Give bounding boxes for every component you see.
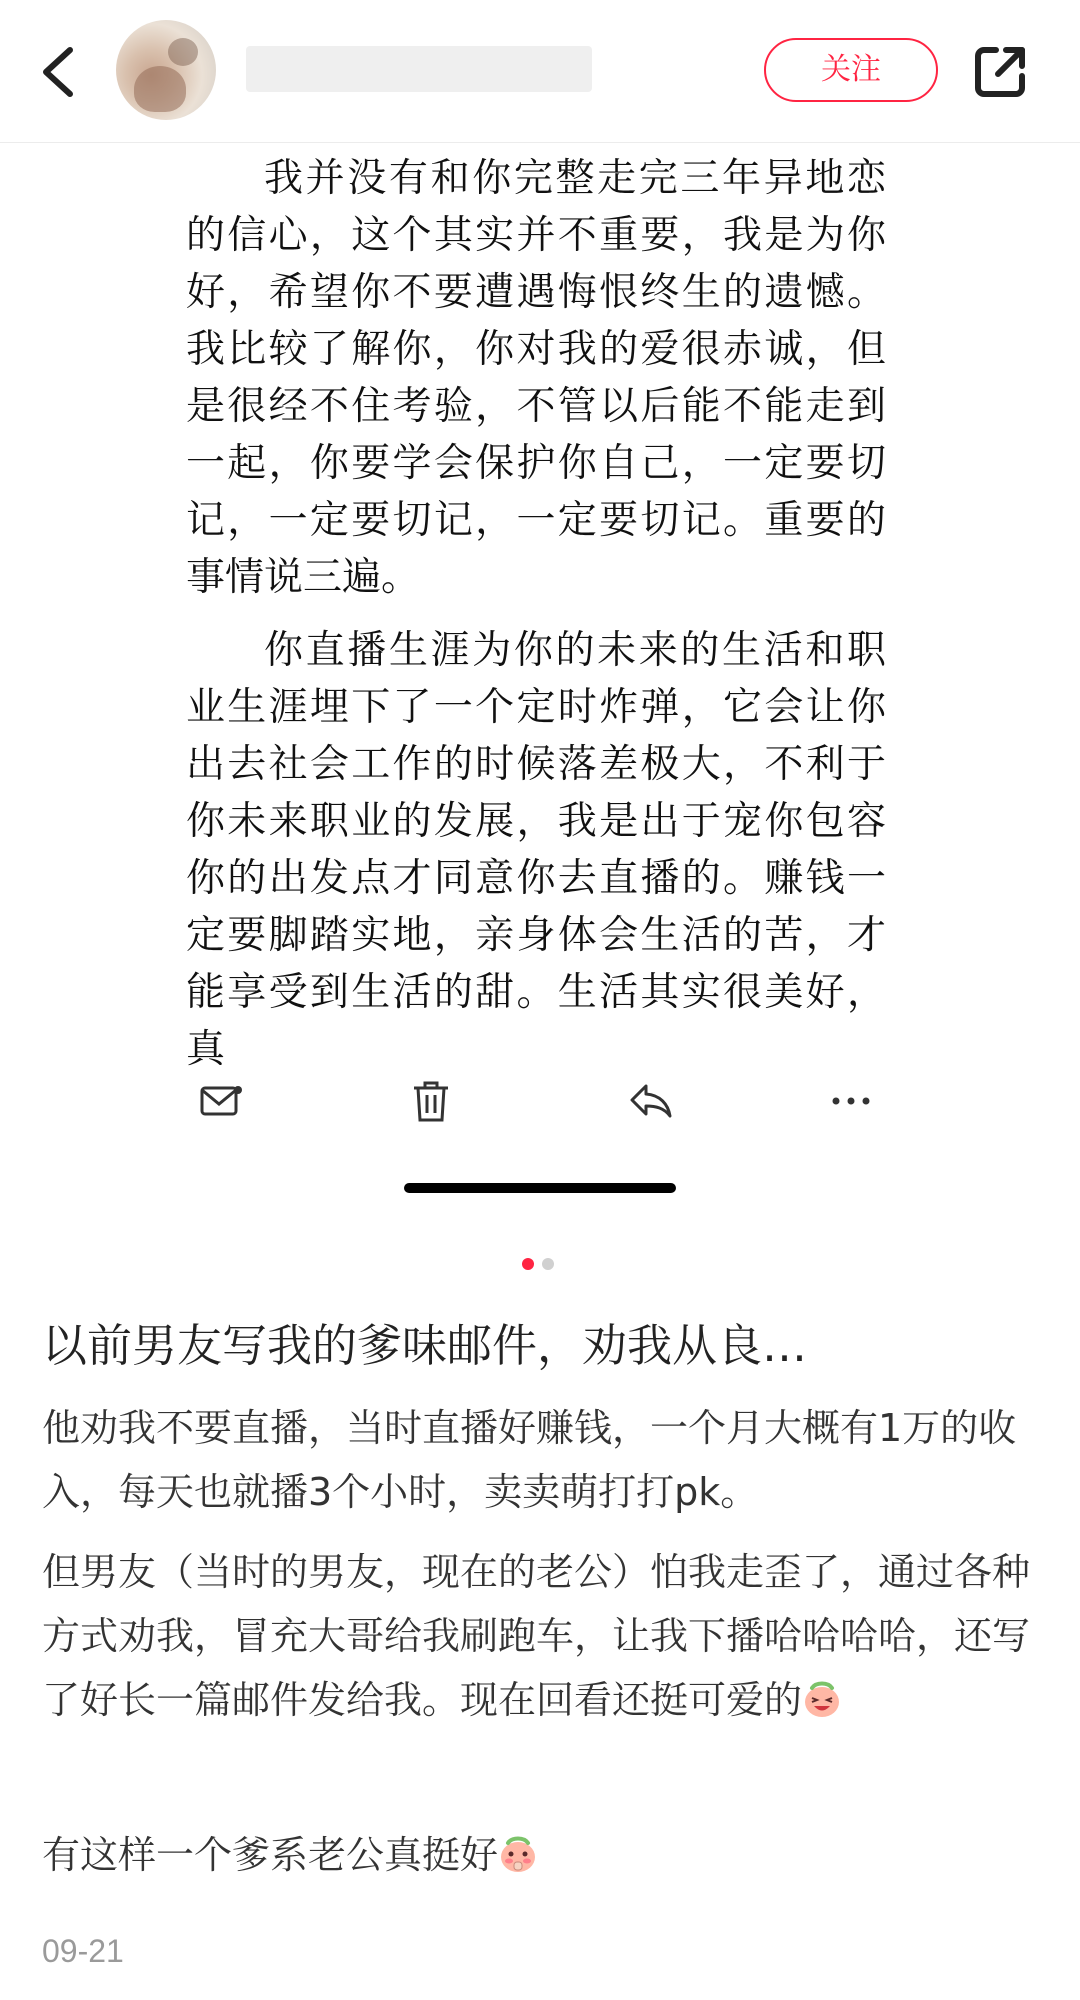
laughing-emoji-icon bbox=[802, 1674, 842, 1714]
email-paragraph: 我并没有和你完整走完三年异地恋的信心，这个其实并不重要，我是为你好，希望你不要遭遇悔恨终生的遗憾。我比较了解你，你对我的爱很赤诚，但是很经不住考验，不管以后能不能走到一起，你要学会保护你自己，一定要切记，一定要切记，一定要切记。重要的事情说三遍。 bbox=[186, 156, 886, 600]
share-button[interactable] bbox=[970, 40, 1032, 102]
post-title: 以前男友写我的爹味邮件，劝我从良… bbox=[42, 1319, 808, 1372]
mail-icon bbox=[196, 1076, 246, 1126]
post-date: 09-21 bbox=[42, 1933, 124, 1969]
email-toolbar bbox=[150, 1060, 930, 1140]
back-button[interactable] bbox=[32, 36, 88, 108]
follow-button[interactable]: 关注 bbox=[764, 38, 938, 102]
trash-icon bbox=[406, 1076, 456, 1126]
more-icon bbox=[826, 1076, 876, 1126]
email-paragraph: 你直播生涯为你的未来的生活和职业生涯埋下了一个定时炸弹，它会让你出去社会工作的时候落差极大，不利于你未来职业的发展，我是出于宠你包容你的出发点才同意你去直播的。赚钱一定要脚踏实地，亲身体会生活的苦，才能享受到生活的甜。生活其实很美好，真 bbox=[186, 628, 886, 1072]
post-paragraph bbox=[42, 1540, 1042, 1732]
home-indicator bbox=[404, 1183, 676, 1193]
top-bar bbox=[0, 0, 1080, 143]
share-icon bbox=[970, 40, 1032, 102]
post-paragraph-text: 他劝我不要直播，当时直播好赚钱，一个月大概有1万的收入，每天也就播3个小时，卖卖萌打打pk。 bbox=[42, 1406, 1017, 1514]
post-paragraph bbox=[42, 1823, 1042, 1887]
author-name[interactable] bbox=[246, 46, 592, 92]
image-pager bbox=[520, 1258, 560, 1272]
email-screenshot-text bbox=[186, 150, 886, 1072]
post-paragraph-text: 有这样一个爹系老公真挺好 bbox=[42, 1833, 499, 1877]
pager-dot bbox=[542, 1258, 554, 1270]
chevron-left-icon bbox=[32, 36, 88, 108]
reply-icon bbox=[626, 1076, 676, 1126]
pager-dot-active bbox=[522, 1258, 534, 1270]
post-paragraph-text: 但男友（当时的男友，现在的老公）怕我走歪了，通过各种方式劝我，冒充大哥给我刷跑车，让我下播哈哈哈哈，还写了好长一篇邮件发给我。现在回看还挺可爱的 bbox=[42, 1550, 1031, 1722]
post-paragraph bbox=[42, 1396, 1042, 1524]
author-avatar[interactable] bbox=[116, 20, 216, 120]
shy-emoji-icon bbox=[498, 1829, 538, 1869]
